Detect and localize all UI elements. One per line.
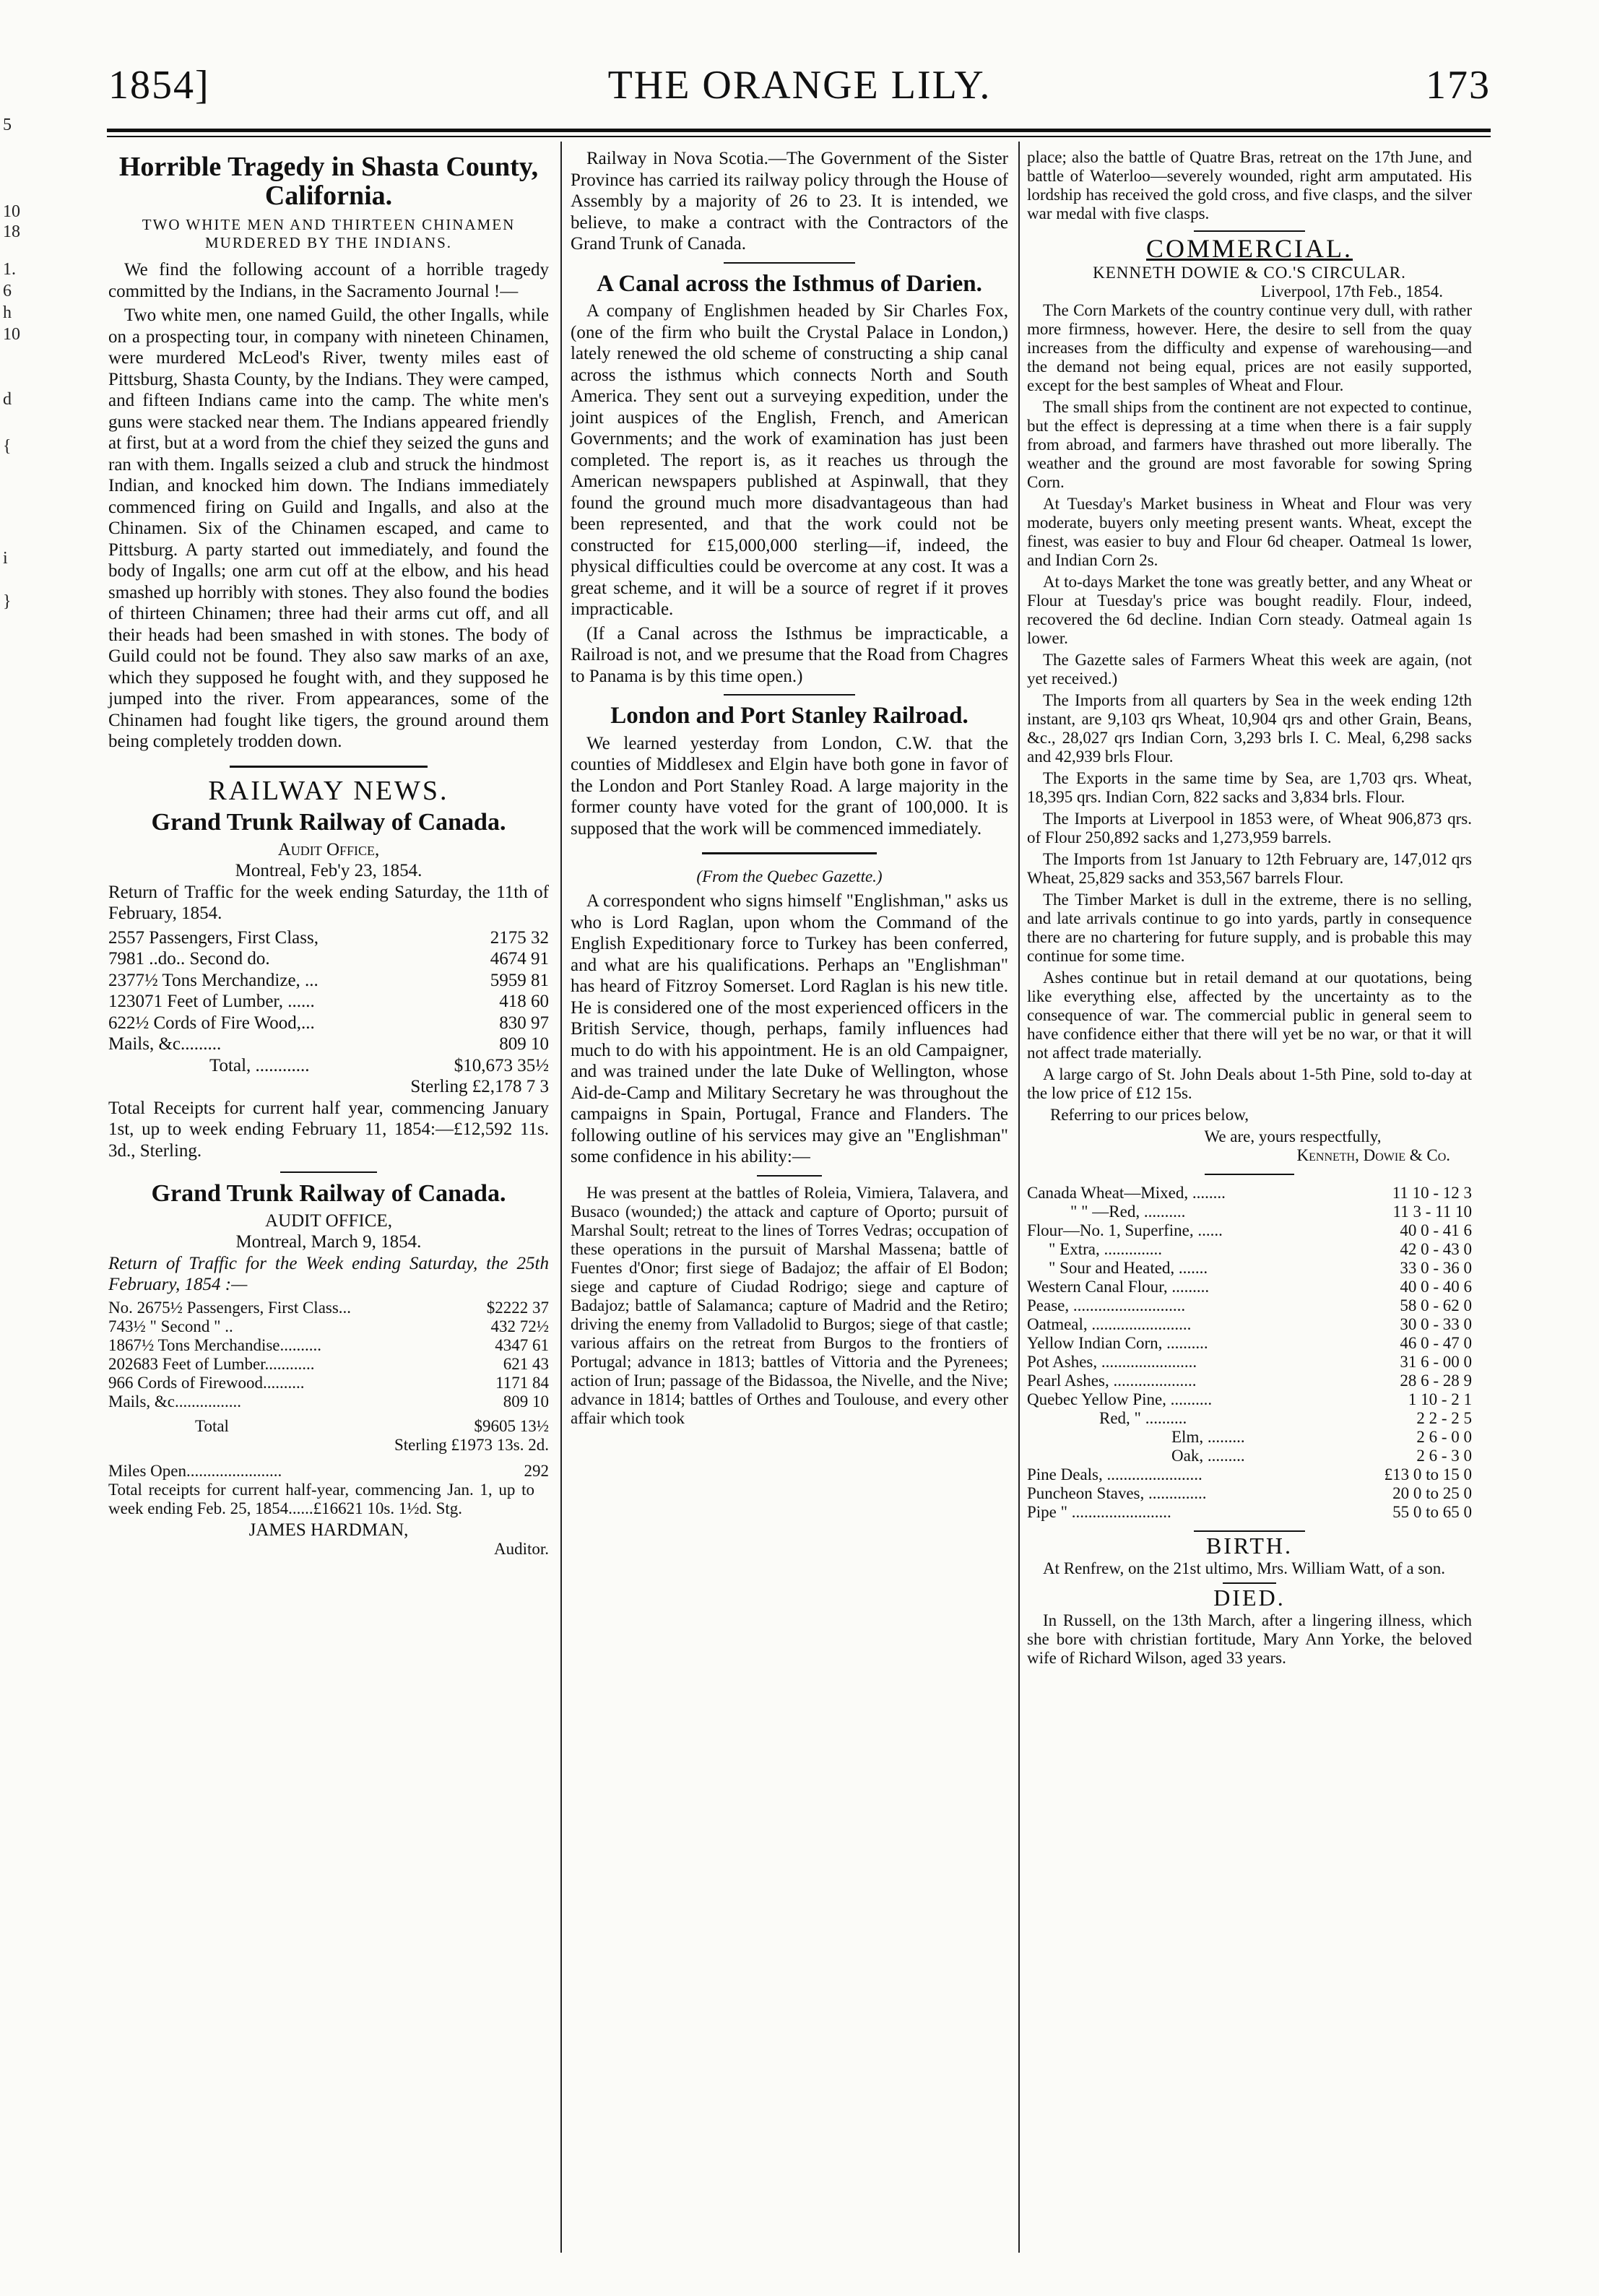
market-paragraph: At Tuesday's Market business in Wheat and Flour was very moderate, buyers only meeting present wants. Wheat, except the finest, was easier to buy and Flour 6d cheaper. Oatmeal 1s lower, and Indian Corn 2s.: [1027, 495, 1472, 569]
price-value: 2 6 - 3 0: [1416, 1447, 1472, 1465]
traffic-label: 202683 Feet of Lumber............: [108, 1354, 315, 1373]
market-paragraph: At to-days Market the tone was greatly better, and any Wheat or Flour at Tuesday's price was bought readily. Flour, indeed, recovered the 6d decline. Indian Corn steady. Oatmeal again 1s lower.: [1027, 573, 1472, 647]
margin-mark: i: [3, 549, 8, 568]
price-label: Quebec Yellow Pine, ..........: [1027, 1390, 1213, 1408]
traffic-row: [108, 970, 549, 992]
traffic-value: 4674 91: [490, 949, 549, 969]
miles-open-row: [108, 1462, 549, 1481]
canal-body: A company of Englishmen headed by Sir Charles Fox, (one of the firm who built the Crystal Palace in London,) lately renewed the old scheme of constructing a ship canal across the isthmus which connects North and South America. They sent out a surveying expedition, under the joint auspices of the English, French, and American Governments; and the work of examination has just been completed. The report is, as it reaches us through the American newspapers published at Aspinwall, that they found the ground much more disadvantageous than had been represented, and that the work could not be constructed for £15,000,000 sterling—if, indeed, the physical difficulties could be overcome at any cost. It was a great scheme, and it will be a source of regret if it proves impracticable.: [571, 301, 1008, 619]
traffic-value: 5959 81: [490, 970, 549, 990]
margin-mark: 5: [3, 116, 12, 134]
grand-trunk-title-2: Grand Trunk Railway of Canada.: [151, 1180, 506, 1207]
price-row: [1027, 1465, 1472, 1484]
price-row: [1027, 1390, 1472, 1409]
traffic-label: 966 Cords of Firewood..........: [108, 1373, 305, 1392]
traffic-value: 621 43: [503, 1354, 549, 1373]
price-label: Pine Deals, .......................: [1027, 1465, 1202, 1483]
divider: [724, 694, 855, 696]
margin-mark: h: [3, 303, 12, 322]
price-row: [1027, 1221, 1472, 1240]
price-row: [1027, 1240, 1472, 1259]
market-paragraph: The Imports at Liverpool in 1853 were, of Wheat 906,873 qrs. of Flour 250,892 sacks and 1,273,959 barrels.: [1027, 810, 1472, 846]
traffic-sterling: Sterling £2,178 7 3: [410, 1077, 549, 1096]
column-2: [571, 148, 1008, 1431]
audit-office-2: AUDIT OFFICE,: [265, 1210, 392, 1231]
traffic-value: 809 10: [499, 1034, 549, 1054]
margin-mark: {: [3, 437, 12, 456]
price-label: Elm, .........: [1171, 1428, 1245, 1446]
raglan-continuation: place; also the battle of Quatre Bras, retreat on the 17th June, and battle of Waterloo—severely wounded, right arm amputated. His lordship has received the gold cross, and five clasps, and the silver war medal with five clasps.: [1027, 148, 1472, 222]
price-row: [1027, 1334, 1472, 1353]
price-value: 28 6 - 28 9: [1400, 1372, 1472, 1390]
price-label: Pease, ...........................: [1027, 1296, 1186, 1314]
died-title: DIED.: [1213, 1585, 1286, 1611]
price-value: 33 0 - 36 0: [1400, 1259, 1472, 1277]
traffic-label: 7981 ..do.. Second do.: [108, 949, 270, 969]
death-notice: In Russell, on the 13th March, after a lingering illness, which she bore with christian fortitude, Mary Ann Yorke, the beloved wife of Richard Wilson, aged 33 years.: [1027, 1611, 1472, 1667]
column-3: [1027, 148, 1472, 1671]
raglan-paragraph-2: He was present at the battles of Roleia, Vimiera, Talavera, and Busaco (wounded;) the attack and capture of Oporto; pursuit of Marshal Soult; retreat to the lines of Torres Vedras; occupation of these operations in the pursuit of Marshal Massena; battle of Fuentes d'Onor; first siege of Badajoz; the affair of El Bodon; siege and capture of Ciudad Rodrigo; siege and capture of Badajoz; battle of Salamanca; capture of Madrid and the Retiro; driving the enemy from Valladolid to Burgos; siege of that castle; various affairs on the retreat from Burgos to the frontiers of Portugal; advance in 1813; battles of Vittoria and the Pyrenees; action of Irun; passage of the Bidassoa, the Nivelle, and the Nive; advance in 1814; battles of Orthes and Toulouse, and every other affair which took: [571, 1183, 1008, 1427]
page-title: THE ORANGE LILY.: [607, 63, 992, 108]
nova-scotia-paragraph: Railway in Nova Scotia.—The Government of the Sister Province has carried its railway policy through the House of Assembly by a majority of 26 to 23. It is intended, we believe, to make a contract with the Contractors of the Grand Trunk of Canada.: [571, 149, 1008, 254]
price-row: [1027, 1484, 1472, 1503]
traffic-return-1: Return of Traffic for the week ending Saturday, the 11th of February, 1854.: [108, 882, 549, 923]
price-label: Red, " ..........: [1099, 1409, 1187, 1427]
market-paragraph: Ashes continue but in retail demand at our quotations, being like everything else, affected by the uncertainty as to the consequence of war. The commercial public in general seem to have confidence either that there will yet be no war, or that it will not affect trade materially.: [1027, 969, 1472, 1062]
divider: [230, 766, 428, 768]
traffic-label: 622½ Cords of Fire Wood,...: [108, 1013, 315, 1033]
market-paragraph: The Imports from all quarters by Sea in the week ending 12th instant, are 9,103 qrs Wheat, 10,904 qrs and other Grain, Beans, &c., 28,027 qrs Indian Corn, 3,293 brls I. C. Meal, 6,298 sacks and 42,939 brls Flour.: [1027, 691, 1472, 766]
price-label: Pot Ashes, .......................: [1027, 1353, 1197, 1371]
traffic-total-value: $9605 13½: [474, 1416, 549, 1435]
price-label: " Extra, ..............: [1049, 1240, 1162, 1258]
price-value: 46 0 - 47 0: [1400, 1334, 1472, 1352]
signoff-firm: Kenneth, Dowie & Co.: [1296, 1146, 1450, 1164]
traffic-row: [108, 1317, 549, 1336]
railway-news-title: RAILWAY NEWS.: [208, 775, 449, 806]
birth-title: BIRTH.: [1205, 1533, 1294, 1559]
traffic-value: 4347 61: [495, 1335, 549, 1354]
price-row: [1027, 1203, 1472, 1221]
price-value: 40 0 - 40 6: [1400, 1278, 1472, 1296]
traffic-value: $2222 37: [486, 1298, 549, 1317]
traffic-table-2: [108, 1299, 549, 1559]
price-label: Puncheon Staves, ..............: [1027, 1484, 1207, 1502]
miles-open-label: Miles Open.......................: [108, 1461, 282, 1480]
audit-date-1: Montreal, Feb'y 23, 1854.: [235, 861, 422, 880]
traffic-row: [108, 1355, 549, 1374]
miles-open-value: 292: [524, 1461, 549, 1480]
referring-line: Referring to our prices below,: [1050, 1106, 1249, 1124]
price-row: [1027, 1447, 1472, 1465]
tragedy-body: Two white men, one named Guild, the other Ingalls, while on a prospecting tour, in company with nineteen Chinamen, were murdered McLeod's River, twenty miles east of Pittsburg, Shasta County, by the Indians. They were camped, and fifteen Indians came into the camp. The white men's guns were stacked near them. The Indians appeared friendly at first, but at a word from the chief they seized the guns and ran with them. Ingalls seized a club and struck the hindmost Indian, and knocked him down. The Indians immediately commenced firing on Guild and Ingalls, and also at the Chinamen. Six of the Chinamen escaped, and came to Pittsburg. A party started out immediately, and found the body of Ingalls; one arm cut off at the elbow, and his head smashed up horribly with stones. They also found the bodies of thirteen Chinamen; three had their arms cut off, and all their heads had been smashed in with stones. The body of Guild could not be found. They also saw marks of an axe, which they supposed he fought with, and they supposed he jumped into the river. From appearances, some of the Chinamen had fought like tigers, the ground around them being completely trodden down.: [108, 306, 549, 751]
traffic-sterling: Sterling £1973 13s. 2d.: [394, 1435, 549, 1454]
traffic-total-label: Total, ............: [209, 1055, 310, 1075]
canal-headline: A Canal across the Isthmus of Darien.: [597, 270, 982, 297]
traffic-label: No. 2675½ Passengers, First Class...: [108, 1298, 352, 1317]
price-row: [1027, 1353, 1472, 1372]
price-value: 58 0 - 62 0: [1400, 1296, 1472, 1314]
total-receipts-2: Total receipts for current half-year, commencing Jan. 1, up to week ending Feb. 25, 1854......£16621 10s. 1½d. Stg.: [108, 1480, 534, 1517]
market-paragraph: The Timber Market is dull in the extreme, there is no selling, and late arrivals continue to go into yards, partly in consequence there are no chartering for future supply, and is probable this may continue for some time.: [1027, 891, 1472, 965]
traffic-row: [108, 1336, 549, 1355]
traffic-label: 2557 Passengers, First Class,: [108, 927, 318, 948]
traffic-label: Mails, &c.........: [108, 1034, 222, 1054]
margin-mark: 18: [3, 222, 20, 241]
margin-mark: d: [3, 390, 12, 409]
market-paragraph: The Exports in the same time by Sea, are 1,703 qrs. Wheat, 18,395 qrs. Indian Corn, 822 sacks and 3,834 brls. Flour.: [1027, 769, 1472, 806]
audit-date-2: Montreal, March 9, 1854.: [235, 1232, 422, 1252]
price-value: £13 0 to 15 0: [1384, 1465, 1472, 1483]
signoff-line: We are, yours respectfully,: [1204, 1127, 1382, 1145]
birth-notice: At Renfrew, on the 21st ultimo, Mrs. William Watt, of a son.: [1043, 1559, 1446, 1577]
header-rule-thin: [107, 136, 1491, 137]
header-year: 1854]: [108, 63, 210, 108]
price-value: 2 6 - 0 0: [1416, 1428, 1472, 1446]
traffic-row: [108, 1013, 549, 1034]
traffic-row: [108, 1392, 549, 1411]
traffic-table-1: [108, 927, 549, 1098]
market-paragraph: The small ships from the continent are not expected to continue, but the effect is depressing at a time when there is a fair supply from abroad, and farmers have thrashed out more liberally. The weather and the ground are most favorable for sowing Spring Corn.: [1027, 398, 1472, 491]
traffic-value: 809 10: [503, 1392, 549, 1411]
price-label: " Sour and Heated, .......: [1049, 1259, 1208, 1277]
header-rule: [107, 129, 1491, 132]
divider: [702, 852, 877, 854]
price-value: 30 0 - 33 0: [1400, 1315, 1472, 1333]
raglan-paragraph-1: A correspondent who signs himself "Englishman," asks us who is Lord Raglan, upon whom the Command of the English Expeditionary force to Turkey has been conferred, and what are his qualifications. Perhaps an "Englishman" has heard of Fitzroy Somerset. Lord Raglan is his new title. He is considered one of the most experienced officers in the British Service, though, perhaps, family influences had much to do with his appointment. He is an old Campaigner, and was trained under the late Duke of Wellington, whose Aid-de-Camp and Military Secretary he was throughout the campaigns in Spain, Portugal, France and Flanders. The following outline of his services may give an "Englishman" some confidence in his ability:—: [571, 891, 1008, 1166]
circular-title: KENNETH DOWIE & CO.'S CIRCULAR.: [1093, 264, 1406, 282]
traffic-total-value: $10,673 35½: [454, 1055, 549, 1075]
traffic-row: [108, 1034, 549, 1055]
auditor-title: Auditor.: [493, 1539, 549, 1558]
traffic-label: 2377½ Tons Merchandize, ...: [108, 970, 318, 990]
price-label: Yellow Indian Corn, ..........: [1027, 1334, 1208, 1352]
market-paragraph: The Imports from 1st January to 12th February are, 147,012 qrs Wheat, 25,829 sacks and 353,567 barrels Flour.: [1027, 850, 1472, 887]
circular-date: Liverpool, 17th Feb., 1854.: [1260, 282, 1443, 300]
traffic-return-2: Return of Traffic for the Week ending Saturday, the 25th February, 1854 :—: [108, 1253, 549, 1294]
traffic-label: 743½ " Second " ..: [108, 1317, 233, 1335]
price-value: 1 10 - 2 1: [1408, 1390, 1472, 1408]
price-row: [1027, 1409, 1472, 1428]
price-row: [1027, 1428, 1472, 1447]
auditor-name: JAMES HARDMAN,: [248, 1520, 409, 1540]
traffic-value: 432 72½: [490, 1317, 549, 1335]
price-row: [1027, 1372, 1472, 1390]
audit-office-1: Audit Office,: [277, 839, 380, 859]
price-value: 11 10 - 12 3: [1392, 1184, 1472, 1202]
column-rule: [1018, 142, 1020, 2253]
tragedy-intro: We find the following account of a horrible tragedy committed by the Indians, in the Sacramento Journal !—: [108, 260, 549, 301]
margin-mark: 6: [3, 282, 12, 300]
traffic-total-row: [108, 1417, 549, 1436]
grand-trunk-title-1: Grand Trunk Railway of Canada.: [151, 809, 506, 836]
price-label: Western Canal Flour, .........: [1027, 1278, 1210, 1296]
traffic-value: 2175 32: [490, 927, 549, 948]
traffic-total-row: [108, 1055, 549, 1077]
price-value: 31 6 - 00 0: [1400, 1353, 1472, 1371]
price-label: Pearl Ashes, ....................: [1027, 1372, 1197, 1390]
market-paragraph: The Gazette sales of Farmers Wheat this week are again, (not yet received.): [1027, 651, 1472, 688]
traffic-total-label: Total: [195, 1416, 229, 1435]
tragedy-headline: Horrible Tragedy in Shasta County, California.: [118, 152, 539, 211]
price-label: Oak, .........: [1171, 1447, 1245, 1465]
price-value: 2 2 - 2 5: [1416, 1409, 1472, 1427]
traffic-row: [108, 1374, 549, 1392]
divider: [1194, 1530, 1305, 1532]
traffic-value: 418 60: [499, 992, 549, 1011]
column-1: [108, 148, 549, 1559]
price-label: Pipe " ........................: [1027, 1503, 1171, 1521]
divider: [757, 1175, 823, 1177]
divider: [1205, 1174, 1294, 1175]
price-label: Flour—No. 1, Superfine, ......: [1027, 1221, 1223, 1239]
price-row: [1027, 1278, 1472, 1296]
traffic-row: [108, 1299, 549, 1317]
price-table: [1027, 1184, 1472, 1522]
total-receipts-1: Total Receipts for current half year, commencing January 1st, up to week ending February 11, 1854:—£12,592 11s. 3d., Sterling.: [108, 1098, 549, 1161]
port-stanley-body: We learned yesterday from London, C.W. that the counties of Middlesex and Elgin have both gone in favor of the London and Port Stanley Road. A large majority in the former county have voted for the grant of 100,000. It is supposed that the work will be commenced immediately.: [571, 733, 1008, 839]
price-label: Oatmeal, ........................: [1027, 1315, 1192, 1333]
page-number: 173: [1426, 63, 1491, 108]
price-label: " " —Red, ..........: [1070, 1203, 1186, 1221]
margin-mark: }: [3, 592, 12, 611]
price-value: 42 0 - 43 0: [1400, 1240, 1472, 1258]
traffic-value: 830 97: [499, 1013, 549, 1033]
traffic-label: 1867½ Tons Merchandise..........: [108, 1335, 322, 1354]
margin-mark: 10: [3, 325, 20, 344]
price-row: [1027, 1315, 1472, 1334]
price-value: 40 0 - 41 6: [1400, 1221, 1472, 1239]
commercial-title: COMMERCIAL.: [1145, 234, 1353, 263]
price-value: 20 0 to 25 0: [1392, 1484, 1472, 1502]
canal-note: (If a Canal across the Isthmus be impracticable, a Railroad is not, and we presume that the Road from Chagres to Panama is by this time open.): [571, 623, 1008, 686]
tragedy-subhead: TWO WHITE MEN AND THIRTEEN CHINAMEN MURDERED BY THE INDIANS.: [142, 216, 516, 251]
divider: [724, 262, 855, 264]
price-row: [1027, 1259, 1472, 1278]
traffic-row: [108, 927, 549, 949]
margin-mark: 1.: [3, 260, 16, 279]
traffic-row: [108, 991, 549, 1013]
divider: [280, 1171, 377, 1173]
column-rule: [560, 142, 562, 2253]
price-value: 11 3 - 11 10: [1392, 1203, 1472, 1221]
price-row: [1027, 1184, 1472, 1203]
traffic-label: 123071 Feet of Lumber, ......: [108, 992, 315, 1011]
divider: [1194, 230, 1305, 232]
margin-mark: 10: [3, 202, 20, 221]
market-paragraph: The Corn Markets of the country continue very dull, with rather more firmness, however. Here, the desire to sell from the quay increases from the difficulty and expense of warehousing—and the demand not being equal, prices are not easily supported, except for the best samples of Wheat and Flour.: [1027, 301, 1472, 394]
traffic-label: Mails, &c................: [108, 1392, 241, 1411]
price-row: [1027, 1296, 1472, 1315]
market-paragraph: A large cargo of St. John Deals about 1-5th Pine, sold to-day at the low price of £12 15s.: [1027, 1065, 1472, 1102]
quebec-gazette-source: (From the Quebec Gazette.): [696, 867, 883, 885]
price-value: 55 0 to 65 0: [1392, 1503, 1472, 1521]
divider: [1223, 1582, 1276, 1584]
port-stanley-headline: London and Port Stanley Railroad.: [610, 703, 968, 729]
traffic-value: 1171 84: [495, 1373, 549, 1392]
price-label: Canada Wheat—Mixed, ........: [1027, 1184, 1226, 1202]
traffic-row: [108, 948, 549, 970]
price-row: [1027, 1503, 1472, 1522]
